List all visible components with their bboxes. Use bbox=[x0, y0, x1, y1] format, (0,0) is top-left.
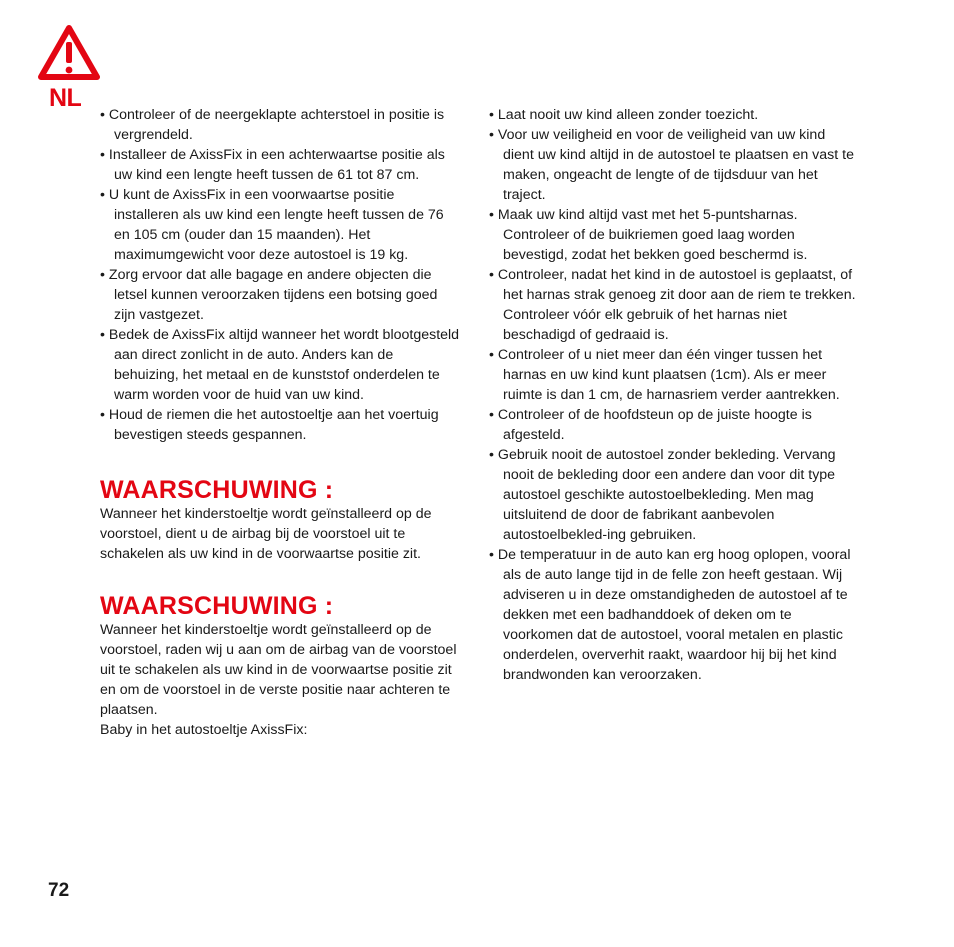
list-item: • Controleer of de neergeklapte achterstoel in positie is vergrendeld. bbox=[100, 107, 445, 143]
list-item: • U kunt de AxissFix in een voorwaartse positie installeren als uw kind een lengte heeft tussen de 76 en 105 cm (ouder dan 15 maanden). Het maximumgewicht voor deze autostoel is 19 kg. bbox=[100, 187, 444, 263]
list-item: • De temperatuur in de auto kan erg hoog oplopen, vooral als de auto lange tijd in de felle zon heeft gestaan. Wij adviseren u in deze omstandigheden de autostoel af te dekken met een badhanddoek of deken om te voorkomen dat de autostoel, vooral metalen en plastic onderdelen, oververhit raakt, waardoor hij bij het kind brandwonden kan veroorzaken. bbox=[489, 547, 851, 683]
list-item: • Gebruik nooit de autostoel zonder bekleding. Vervang nooit de bekleding door een andere dan voor dit type autostoel geschikte autostoelbekleding. Men mag uitsluitend de door de fabrikant aanbevolen autostoelbekled-ing gebruiken. bbox=[489, 447, 836, 543]
list-item: • Maak uw kind altijd vast met het 5-puntsharnas. Controleer of de buikriemen goed laag worden bevestigd, zodat het bekken goed beschermd is. bbox=[489, 207, 808, 263]
left-column bbox=[100, 105, 460, 740]
warning-text-2-subline: Baby in het autostoeltje AxissFix: bbox=[100, 722, 308, 738]
right-bullet-list bbox=[489, 105, 859, 685]
list-item: • Installeer de AxissFix in een achterwaartse positie als uw kind een lengte heeft tussen de 61 tot 87 cm. bbox=[100, 147, 445, 183]
list-item: • Laat nooit uw kind alleen zonder toezicht. bbox=[489, 107, 759, 123]
list-item: • Zorg ervoor dat alle bagage en andere objecten die letsel kunnen veroorzaken tijdens een botsing goed zijn vastgezet. bbox=[100, 267, 438, 323]
warning-text-2: Wanneer het kinderstoeltje wordt geïnstalleerd op de voorstoel, raden wij u aan om de airbag van de voorstoel uit te schakelen als uw kind in de voorwaartse positie zit en om de voorstoel in de verste positie naar achteren te plaatsen. bbox=[100, 622, 457, 718]
warning-heading-2: WAARSCHUWING : bbox=[100, 592, 334, 620]
list-item: • Bedek de AxissFix altijd wanneer het wordt blootgesteld aan direct zonlicht in de auto. Anders kan de behuizing, het metaal en de kunststof onderdelen te warm worden voor de huid van uw kind. bbox=[100, 327, 460, 403]
warning-triangle-icon bbox=[37, 24, 101, 82]
warning-heading-1: WAARSCHUWING : bbox=[100, 476, 334, 504]
list-item: • Voor uw veiligheid en voor de veiligheid van uw kind dient uw kind altijd in de autostoel te plaatsen en vast te maken, ongeacht de lengte of de tijdsduur van het traject. bbox=[489, 127, 854, 203]
left-bullet-list bbox=[100, 105, 460, 445]
language-code: NL bbox=[49, 84, 82, 112]
list-item: • Houd de riemen die het autostoeltje aan het voertuig bevestigen steeds gespannen. bbox=[100, 407, 439, 443]
warning-text-1: Wanneer het kinderstoeltje wordt geïnstalleerd op de voorstoel, dient u de airbag bij de voorstoel uit te schakelen als uw kind in de voorwaartse positie zit. bbox=[100, 506, 432, 562]
right-column bbox=[489, 105, 859, 685]
list-item: • Controleer of u niet meer dan één vinger tussen het harnas en uw kind kunt plaatsen (1cm). Als er meer ruimte is dan 1 cm, de harnasriem verder aantrekken. bbox=[489, 347, 840, 403]
list-item: • Controleer of de hoofdsteun op de juiste hoogte is afgesteld. bbox=[489, 407, 812, 443]
list-item: • Controleer, nadat het kind in de autostoel is geplaatst, of het harnas strak genoeg zit door aan de riem te trekken. Controleer vóór elk gebruik of het harnas niet beschadigd of gedraaid is. bbox=[489, 267, 856, 343]
page-number: 72 bbox=[48, 880, 70, 901]
